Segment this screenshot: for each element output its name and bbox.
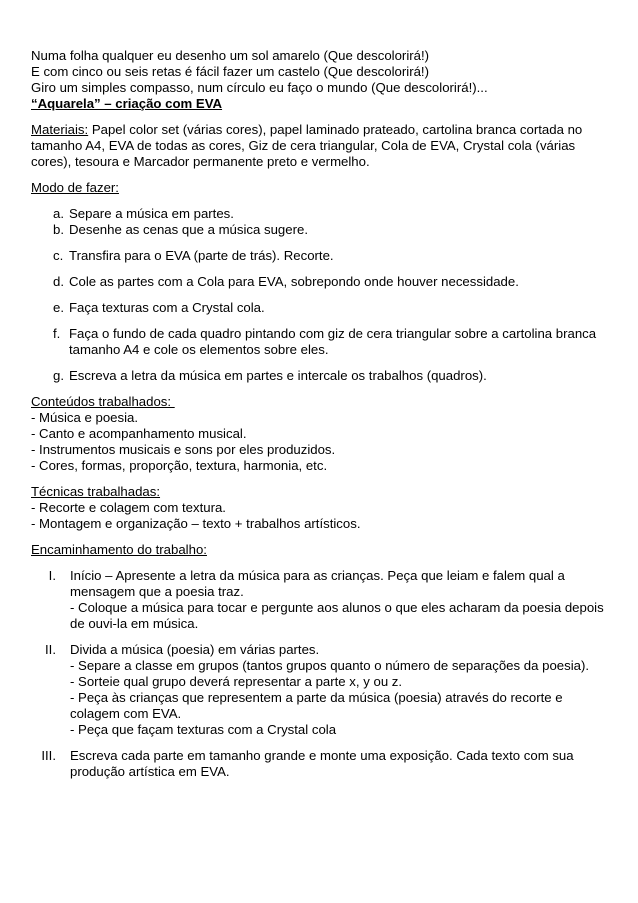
list-marker: d.	[53, 274, 64, 289]
list-marker: II.	[45, 642, 56, 657]
list-item-text: Cole as partes com a Cola para EVA, sobrepondo onde houver necessidade.	[69, 274, 519, 289]
intro-line: E com cinco ou seis retas é fácil fazer um castelo (Que descolorirá!)	[31, 64, 429, 79]
contents-item: - Instrumentos musicais e sons por eles produzidos.	[31, 442, 336, 457]
contents-item: - Cores, formas, proporção, textura, harmonia, etc.	[31, 458, 328, 473]
list-item	[31, 206, 611, 222]
contents-item: - Canto e acompanhamento musical.	[31, 426, 247, 441]
list-item-line: Escreva cada parte em tamanho grande e monte uma exposição. Cada texto com sua produção artística em EVA.	[70, 748, 574, 779]
guidance-heading: Encaminhamento do trabalho:	[31, 542, 207, 557]
document-page	[31, 48, 611, 790]
list-item	[31, 368, 611, 384]
contents-item: - Música e poesia.	[31, 410, 139, 425]
list-item	[31, 568, 611, 632]
materials-paragraph	[31, 122, 611, 170]
list-marker: f.	[53, 326, 61, 341]
list-item	[31, 326, 611, 358]
list-item-line: - Peça que façam texturas com a Crystal cola	[70, 722, 337, 737]
list-item-line: - Coloque a música para tocar e pergunte aos alunos o que eles acharam da poesia depois de ouvi-la em música.	[70, 600, 604, 631]
techniques-heading: Técnicas trabalhadas:	[31, 484, 161, 499]
list-item-line: - Sorteie qual grupo deverá representar a parte x, y ou z.	[70, 674, 403, 689]
list-item	[31, 248, 611, 264]
contents-heading: Conteúdos trabalhados:	[31, 394, 175, 409]
intro-line: Numa folha qualquer eu desenho um sol amarelo (Que descolorirá!)	[31, 48, 430, 63]
list-item	[31, 748, 611, 780]
list-marker: b.	[53, 222, 64, 237]
method-steps	[31, 206, 611, 384]
list-item-text: Faça texturas com a Crystal cola.	[69, 300, 265, 315]
document-title: “Aquarela” – criação com EVA	[31, 96, 223, 111]
techniques-item: - Recorte e colagem com textura.	[31, 500, 226, 515]
method-heading: Modo de fazer:	[31, 180, 119, 195]
list-item-line: Início – Apresente a letra da música para as crianças. Peça que leiam e falem qual a mensagem que a poesia traz.	[70, 568, 565, 599]
list-marker: III.	[41, 748, 56, 763]
techniques-item: - Montagem e organização – texto + trabalhos artísticos.	[31, 516, 361, 531]
intro-line: Giro um simples compasso, num círculo eu faço o mundo (Que descolorirá!)...	[31, 80, 488, 95]
list-marker: e.	[53, 300, 64, 315]
list-item	[31, 274, 611, 290]
list-item-line: - Separe a classe em grupos (tantos grupos quanto o número de separações da poesia).	[70, 658, 590, 673]
guidance-steps	[31, 568, 611, 780]
materials-label: Materiais:	[31, 122, 89, 137]
materials-text: Papel color set (várias cores), papel laminado prateado, cartolina branca cortada no tamanho A4, EVA de todas as cores, Giz de cera triangular, Cola de EVA, Crystal cola (várias cores), tesoura e Marcador permanente preto e vermelho.	[31, 122, 583, 169]
list-item-text: Faça o fundo de cada quadro pintando com giz de cera triangular sobre a cartolina branca tamanho A4 e cole os elementos sobre eles.	[69, 326, 597, 357]
list-item-line: Divida a música (poesia) em várias partes.	[70, 642, 320, 657]
list-item-text: Desenhe as cenas que a música sugere.	[69, 222, 308, 237]
list-marker: c.	[53, 248, 64, 263]
list-marker: a.	[53, 206, 64, 221]
list-item	[31, 300, 611, 316]
list-item-text: Separe a música em partes.	[69, 206, 234, 221]
list-marker: g.	[53, 368, 64, 383]
list-item-line: - Peça às crianças que representem a parte da música (poesia) através do recorte e colagem com EVA.	[70, 690, 563, 721]
list-item-text: Escreva a letra da música em partes e intercale os trabalhos (quadros).	[69, 368, 487, 383]
list-item-text: Transfira para o EVA (parte de trás). Recorte.	[69, 248, 334, 263]
list-item	[31, 642, 611, 738]
list-marker: I.	[48, 568, 56, 583]
list-item	[31, 222, 611, 238]
